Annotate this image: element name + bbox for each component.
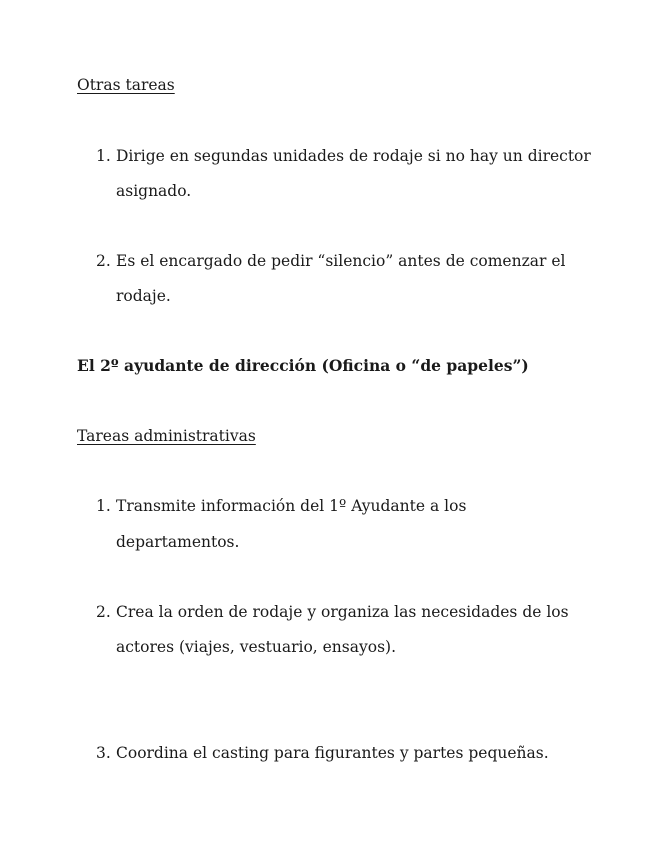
list-item-text: Dirige en segundas unidades de rodaje si no hay un director — [116, 147, 591, 165]
list-number: 3. — [96, 744, 111, 762]
list-item-text: Es el encargado de pedir “silencio” antes de comenzar el — [116, 252, 566, 270]
list-item-text-continuation: actores (viajes, vestuario, ensayos). — [116, 638, 396, 656]
list-item-text-continuation: departamentos. — [116, 533, 240, 551]
list-number: 2. — [96, 252, 111, 270]
list-item-text: Transmite información del 1º Ayudante a los — [116, 497, 467, 515]
list-number: 1. — [96, 497, 111, 515]
list-item-text-continuation: rodaje. — [116, 287, 171, 305]
list-item-text: Coordina el casting para figurantes y partes pequeñas. — [116, 744, 549, 762]
list-item-text: Crea la orden de rodaje y organiza las necesidades de los — [116, 603, 569, 621]
section-heading-otras-tareas: Otras tareas — [77, 76, 175, 94]
list-item-text-continuation: asignado. — [116, 182, 192, 200]
role-title: El 2º ayudante de dirección (Oficina o “de papeles”) — [77, 356, 529, 375]
list-number: 1. — [96, 147, 111, 165]
section-heading-tareas-administrativas: Tareas administrativas — [77, 427, 256, 445]
list-number: 2. — [96, 603, 111, 621]
